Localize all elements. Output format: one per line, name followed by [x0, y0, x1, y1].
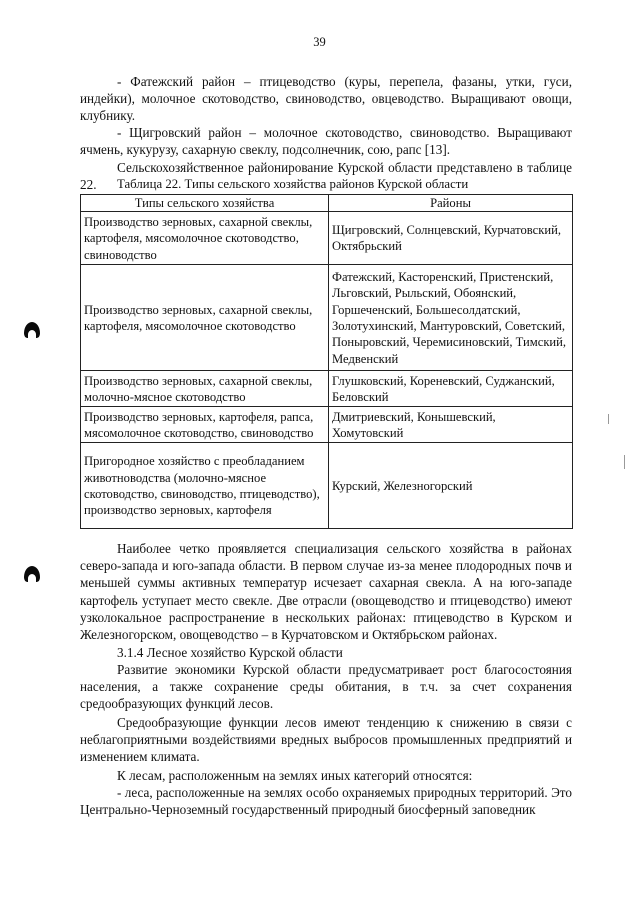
binding-hole-mark	[24, 322, 40, 338]
cell-type: Производство зерновых, сахарной свеклы, картофеля, мясомолочное скотоводство, свиноводство	[81, 212, 329, 265]
cell-districts: Курский, Железногорский	[329, 443, 573, 529]
cell-districts: Глушковский, Кореневский, Суджанский, Беловский	[329, 371, 573, 407]
paragraph-specialization: Наиболее четко проявляется специализация сельского хозяйства в районах северо-запада и юго-запада области. В первом случае из-за менее плодородных почв и меньшей суммы активных температур исчезает сахарная свекла. А на юго-западе картофель уступает место свекле. Две отрасли (овощеводство и птицеводство) имеют узколокальное распространение в нескольких районах: птицеводство в Курском и Железногорском, овощеводство – в Курчатовском и Октябрьском районах.	[80, 541, 572, 643]
cell-type: Производство зерновых, сахарной свеклы, картофеля, мясомолочное скотоводство	[81, 265, 329, 371]
table-row	[81, 265, 573, 371]
cell-type: Пригородное хозяйство с преобладанием животноводства (молочно-мясное скотоводство, свиноводство, птицеводство), производство зерновых, картофеля	[81, 443, 329, 529]
scan-artifact	[624, 455, 625, 469]
table-header-row	[81, 195, 573, 212]
cell-type: Производство зерновых, картофеля, рапса, мясомолочное скотоводство, свиноводство	[81, 407, 329, 443]
table-caption: Таблица 22. Типы сельского хозяйства районов Курской области	[117, 177, 469, 191]
header-types: Типы сельского хозяйства	[81, 195, 329, 212]
cell-type: Производство зерновых, сахарной свеклы, молочно-мясное скотоводство	[81, 371, 329, 407]
cell-districts: Дмитриевский, Конышевский, Хомутовский	[329, 407, 573, 443]
paragraph-table-intro: Сельскохозяйственное районирование Курской области представлено в таблице 22.	[80, 160, 572, 193]
binding-hole-mark	[24, 566, 40, 582]
paragraph-shchigry: - Щигровский район – молочное скотоводство, свиноводство. Выращивают ячмень, кукурузу, сахарную свеклу, подсолнечник, сою, рапс [13].	[80, 125, 572, 158]
paragraph-fatezh: - Фатежский район – птицеводство (куры, перепела, фазаны, утки, гуси, индейки), молочное скотоводство, свиноводство, овцеводство. Выращивают овощи, клубнику.	[80, 74, 572, 124]
paragraph-protected-areas: - леса, расположенные на землях особо охраняемых природных территорий. Это Центрально-Черноземный государственный природный биосферный заповедник	[80, 785, 572, 818]
districts-table	[80, 194, 572, 529]
paragraph-economy: Развитие экономики Курской области предусматривает рост благосостояния населения, а также сохранение среды обитания, в т.ч. за счет сохранения средообразующих функций лесов.	[80, 662, 572, 712]
table-row	[81, 371, 573, 407]
table-row	[81, 212, 573, 265]
header-districts: Районы	[329, 195, 573, 212]
cell-districts: Фатежский, Касторенский, Пристенский, Льговский, Рыльский, Обоянский, Горшеченский, Большесолдатский, Золотухинский, Мантуровский, Советский, Поныровский, Черемисиновский, Тимский, Медвенский	[329, 265, 573, 371]
section-heading: 3.1.4 Лесное хозяйство Курской области	[117, 645, 343, 660]
paragraph-forest-functions: Средообразующие функции лесов имеют тенденцию к снижению в связи с неблагоприятными воздействиями вредных выбросов промышленных предприятий и изменением климата.	[80, 715, 572, 765]
page-number: 39	[313, 35, 326, 49]
table-row	[81, 407, 573, 443]
table-row	[81, 443, 573, 529]
paragraph-forest-categories: К лесам, расположенным на землях иных категорий относятся:	[117, 768, 473, 783]
scan-artifact	[608, 414, 609, 424]
cell-districts: Щигровский, Солнцевский, Курчатовский, Октябрьский	[329, 212, 573, 265]
